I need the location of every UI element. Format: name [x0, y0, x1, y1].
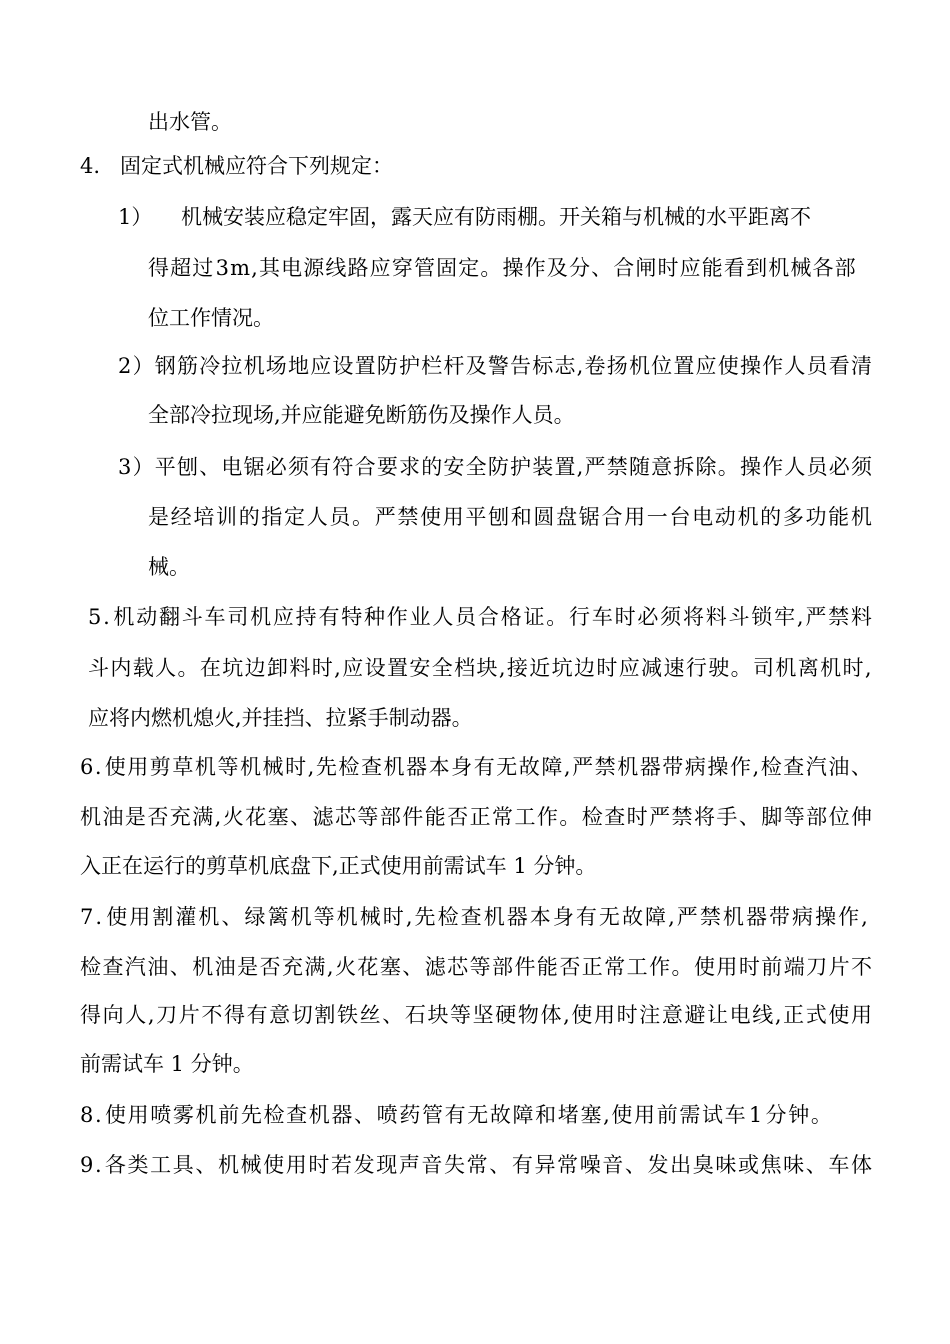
item-7-line-4: 前需试车 1 分钟。: [80, 1052, 254, 1076]
item-5-line-2: 斗 内 载 人 。 在 坑 边 卸 料 时 , 应 设 置 安 全 档 块 , 接 近 坑 边 时 应 减 速 行 驶 。 司 机 离 机 时 ,: [88, 656, 872, 680]
item-7-line-2: 检 查 汽 油 、 机 油 是 否 充 满 , 火 花 塞 、 滤 芯 等 部 件 能 否 正 常 工 作 。 使 用 时 前 端 刀 片 不: [80, 955, 872, 979]
item-4-2-line-1: 2 ） 钢 筋 冷 拉 机 场 地 应 设 置 防 护 栏 杆 及 警 告 标 志 , 卷 扬 机 位 置 应 使 操 作 人 员 看 清: [118, 354, 872, 378]
item-4-heading: [80, 152, 393, 180]
item-4-3-line-1: 3 ） 平 刨 、 电 锯 必 须 有 符 合 要 求 的 安 全 防 护 装 置 , 严 禁 随 意 拆 除 。 操 作 人 员 必 须: [118, 455, 872, 479]
item-6-line-1: 6 . 使 用 剪 草 机 等 机 械 时 , 先 检 查 机 器 本 身 有 无 故 障 , 严 禁 机 器 带 病 操 作 , 检 查 汽 油 、: [80, 755, 872, 779]
item-4-1-text: 机械安装应稳定牢固，露天应有防雨棚。开关箱与机械的水平距离不: [181, 205, 811, 229]
item-4-1-number: 1）: [118, 205, 153, 229]
item-4-3-line-3: 械。: [148, 555, 190, 579]
item-4-text: 固定式机械应符合下列规定：: [120, 154, 393, 178]
item-5-line-3: 应将内燃机熄火,并挂挡、拉紧手制动器。: [88, 706, 473, 730]
item-4-1-line-1: [118, 203, 811, 231]
item-4-number: 4.: [80, 154, 101, 178]
item-8-line-1: 8 . 使 用 喷 雾 机 前 先 检 查 机 器 、 喷 药 管 有 无 故 障 和 堵 塞 , 使 用 前 需 试 车 1 分 钟 。: [80, 1103, 832, 1127]
continuation-line: 出水管。: [148, 110, 232, 134]
item-6-line-3: 入正在运行的剪草机底盘下,正式使用前需试车 1 分钟。: [80, 854, 597, 878]
item-7-line-3: 得 向 人 , 刀 片 不 得 有 意 切 割 铁 丝 、 石 块 等 坚 硬 物 体 , 使 用 时 注 意 避 让 电 线 , 正 式 使 用: [80, 1003, 872, 1027]
item-5-line-1: 5 . 机 动 翻 斗 车 司 机 应 持 有 特 种 作 业 人 员 合 格 证 。 行 车 时 必 须 将 料 斗 锁 牢 , 严 禁 料: [88, 605, 872, 629]
item-4-1-line-2: 得 超 过 3 m , 其 电 源 线 路 应 穿 管 固 定 。 操 作 及 分 、 合 闸 时 应 能 看 到 机 械 各 部: [148, 256, 856, 280]
item-9-line-1: 9 . 各 类 工 具 、 机 械 使 用 时 若 发 现 声 音 失 常 、 有 异 常 噪 音 、 发 出 臭 味 或 焦 味 、 车 体: [80, 1153, 872, 1177]
item-7-line-1: 7 . 使 用 割 灌 机 、 绿 篱 机 等 机 械 时 , 先 检 查 机 器 本 身 有 无 故 障 , 严 禁 机 器 带 病 操 作 ,: [80, 905, 868, 929]
item-4-2-line-2: 全部冷拉现场,并应能避免断筋伤及操作人员。: [148, 403, 575, 427]
item-4-1-line-3: 位工作情况。: [148, 306, 274, 330]
item-4-3-line-2: 是 经 培 训 的 指 定 人 员 。 严 禁 使 用 平 刨 和 圆 盘 锯 合 用 一 台 电 动 机 的 多 功 能 机: [148, 505, 872, 529]
item-6-line-2: 机 油 是 否 充 满 , 火 花 塞 、 滤 芯 等 部 件 能 否 正 常 工 作 。 检 查 时 严 禁 将 手 、 脚 等 部 位 伸: [80, 805, 872, 829]
